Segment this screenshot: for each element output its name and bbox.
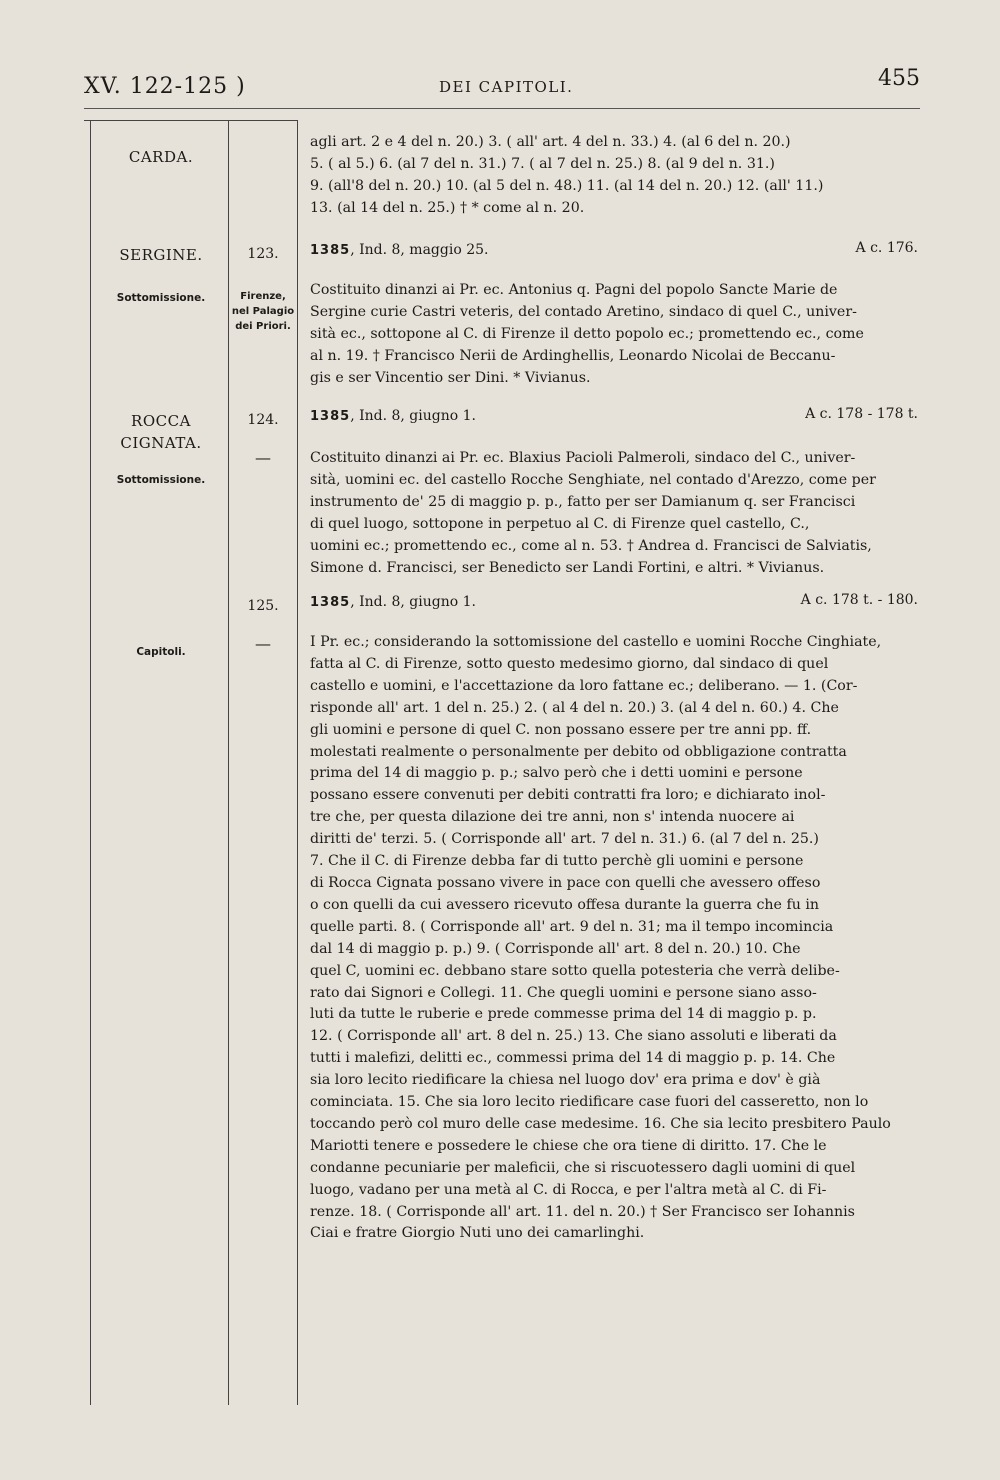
text-line: Ciai e fratre Giorgio Nuti uno dei camarlinghi. [310, 1225, 645, 1242]
text-line: uomini ec.; promettendo ec., come al n. 53. † Andrea d. Francisci de Salviatis, [310, 537, 872, 554]
text-line: diritti de' terzi. 5. ( Corrisponde all' art. 7 del n. 31.) 6. (al 7 del n. 25.) [310, 831, 819, 848]
entry-header-125 [310, 594, 918, 618]
entry-date-text: , Ind. 8, maggio 25. [350, 242, 489, 258]
place-cignata: CIGNATA. [120, 434, 202, 452]
entry-header-123 [310, 242, 918, 266]
header-rule [84, 108, 920, 109]
text-line: tutti i malefizi, delitti ec., commessi prima del 14 di maggio p. p. 14. Che [310, 1050, 836, 1067]
section-reference: XV. 122-125 ) [84, 74, 246, 99]
place-rocca: ROCCA [131, 412, 191, 430]
text-line: Sergine curie Castri veteris, del contado Aretino, sindaco di quel C., univer- [310, 303, 857, 320]
entry-date-text: , Ind. 8, giugno 1. [350, 594, 476, 610]
text-line: possano essere convenuti per debiti contratti fra loro; e dichiarato inol- [310, 787, 826, 804]
text-line: Mariotti tenere e possedere le chiese che ora tiene di diritto. 17. Che le [310, 1137, 827, 1154]
text-line: luogo, vadano per una metà al C. di Rocca, e per l'altra metà al C. di Fi- [310, 1181, 827, 1198]
text-line: 9. (all'8 del n. 20.) 10. (al 5 del n. 48.) 11. (al 14 del n. 20.) 12. (all' 11.) [310, 177, 824, 194]
text-line: fatta al C. di Firenze, sotto questo medesimo giorno, dal sindaco di quel [310, 655, 829, 672]
text-line: al n. 19. † Francisco Nerii de Ardinghellis, Leonardo Nicolai de Beccanu- [310, 347, 836, 364]
text-line: sia loro lecito riedificare la chiesa nel luogo dov' era prima e dov' è già [310, 1072, 821, 1089]
text-line: Costituito dinanzi ai Pr. ec. Blaxius Pacioli Palmeroli, sindaco del C., univer- [310, 450, 856, 466]
archive-reference-125: A c. 178 t. - 180. [800, 592, 918, 608]
text-line: condanne pecuniarie per maleficii, che si riscuotessero dagli uomini di quel [310, 1159, 856, 1176]
location-palagio: nel Palagio [231, 306, 295, 317]
entry-body-125 [310, 632, 918, 1245]
text-line: Costituito dinanzi ai Pr. ec. Antonius q. Pagni del popolo Sancte Marie de [310, 282, 838, 298]
text-line: quelle parti. 8. ( Corrisponde all' art. 9 del n. 31; ma il tempo incomincia [310, 918, 834, 935]
entry-date-125 [310, 594, 476, 610]
text-line: risponde all' art. 1 del n. 25.) 2. ( al 4 del n. 20.) 3. (al 4 del n. 60.) 4. Che [310, 699, 839, 716]
text-line: agli art. 2 e 4 del n. 20.) 3. ( all' art. 4 del n. 33.) 4. (al 6 del n. 20.) [310, 134, 791, 150]
text-line: castello e uomini, e l'accettazione da loro fattane ec.; deliberano. — 1. (Cor- [310, 677, 858, 694]
entry-date-text: , Ind. 8, giugno 1. [350, 408, 476, 424]
text-line: luti da tutte le ruberie e prede commesse prima del 14 di maggio p. p. [310, 1006, 817, 1023]
text-line: di Rocca Cignata possano vivere in pace con quelli che avessero offeso [310, 874, 821, 891]
text-line: cominciata. 15. Che sia loro lecito riedificare case fuori del casseretto, non lo [310, 1094, 869, 1111]
subject-sottomissione-124: Sottomissione. [116, 474, 206, 486]
running-title: DEI CAPITOLI. [439, 78, 574, 96]
text-line: gli uomini e persone di quel C. non possano essere per tre anni pp. ff. [310, 721, 812, 738]
place-sergine: SERGINE. [119, 246, 203, 264]
text-line: Simone d. Francisci, ser Benedicto ser Landi Fortini, e altri. * Vivianus. [310, 559, 825, 576]
location-firenze: Firenze, [240, 291, 286, 302]
place-carda: CARDA. [128, 148, 194, 166]
text-line: quel C, uomini ec. debbano stare sotto quella potesteria che verrà delibe- [310, 962, 840, 979]
text-line: gis e ser Vincentio ser Dini. * Vivianus. [310, 369, 591, 386]
text-line: di quel luogo, sottopone in perpetuo al C. di Firenze quel castello, C., [310, 515, 810, 532]
entry-header-124 [310, 408, 918, 432]
entry-body-124 [310, 448, 918, 579]
text-line: molestati realmente o personalmente per debito od obbligazione contratta [310, 743, 847, 760]
text-line: tre che, per questa dilazione dei tre anni, non s' intenda nuocere ai [310, 809, 795, 826]
margin-column-rule-1 [90, 120, 91, 1405]
text-line: rato dai Signori e Collegi. 11. Che quegli uomini e persone siano asso- [310, 984, 817, 1001]
text-line: sità ec., sottopone al C. di Firenze il detto popolo ec.; promettendo ec., come [310, 325, 864, 342]
text-line: 5. ( al 5.) 6. (al 7 del n. 31.) 7. ( al 7 del n. 25.) 8. (al 9 del n. 31.) [310, 155, 775, 172]
archive-reference-123: A c. 176. [855, 240, 918, 256]
text-line: instrumento de' 25 di maggio p. p., fatto per ser Damianum q. ser Francisci [310, 493, 856, 510]
text-line: dal 14 di maggio p. p.) 9. ( Corrisponde all' art. 8 del n. 20.) 10. Che [310, 940, 801, 957]
entry-year: 1385 [310, 243, 351, 258]
running-header [84, 66, 920, 106]
location-priori: dei Priori. [235, 321, 291, 332]
text-line: 7. Che il C. di Firenze debba far di tutto perchè gli uomini e persone [310, 853, 804, 870]
entry-number-123: 123. [247, 246, 279, 262]
continuation-paragraph [310, 132, 918, 220]
text-line: prima del 14 di maggio p. p.; salvo però che i detti uomini e persone [310, 765, 803, 782]
entry-date-124 [310, 408, 476, 424]
entry-year: 1385 [310, 595, 351, 610]
text-line: 12. ( Corrisponde all' art. 8 del n. 25.) 13. Che siano assoluti e liberati da [310, 1028, 837, 1045]
subject-sottomissione-123: Sottomissione. [116, 292, 206, 304]
text-line: renze. 18. ( Corrisponde all' art. 11. del n. 20.) † Ser Francisco ser Iohannis [310, 1203, 855, 1220]
entry-dash-125: — [255, 634, 271, 653]
subject-capitoli: Capitoli. [136, 646, 186, 658]
text-line: 13. (al 14 del n. 25.) † * come al n. 20. [310, 199, 585, 216]
entry-number-125: 125. [247, 598, 279, 614]
text-line: toccando però col muro delle case medesime. 16. Che sia lecito presbitero Paulo [310, 1115, 891, 1132]
entry-number-124: 124. [247, 412, 279, 428]
margin-column-rule-3 [297, 120, 298, 1405]
page-number: 455 [878, 66, 920, 91]
text-line: o con quelli da cui avessero ricevuto offesa durante la guerra che fu in [310, 896, 820, 913]
entry-dash-124: — [255, 448, 271, 467]
text-line: sità, uomini ec. del castello Rocche Senghiate, nel contado d'Arezzo, come per [310, 471, 876, 488]
entry-year: 1385 [310, 409, 351, 424]
margin-top-rule [84, 120, 298, 121]
archive-reference-124: A c. 178 - 178 t. [805, 406, 918, 422]
entry-body-123 [310, 280, 918, 390]
text-line: I Pr. ec.; considerando la sottomissione del castello e uomini Rocche Cinghiate, [310, 634, 882, 650]
entry-date-123 [310, 242, 488, 258]
